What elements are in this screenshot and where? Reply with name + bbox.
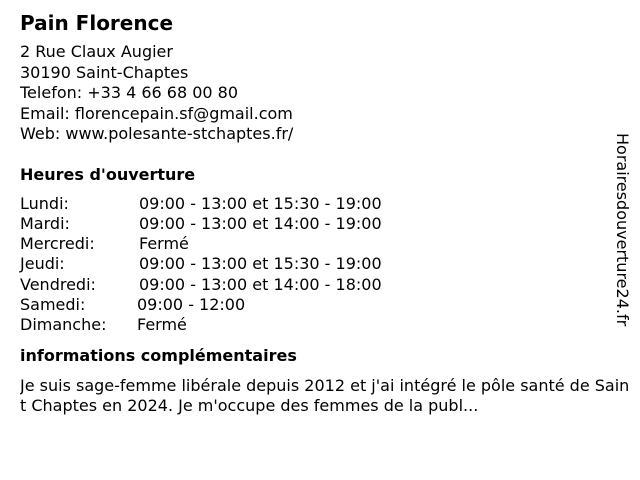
day-hours: 09:00 - 12:00: [137, 294, 246, 314]
street-address: 2 Rue Claux Augier: [20, 42, 173, 61]
hours-row-samedi: [20, 295, 620, 315]
day-label: Jeudi:: [20, 254, 65, 274]
site-watermark: Horairesdouverture24.fr: [613, 133, 632, 327]
day-hours: Fermé: [137, 315, 187, 335]
hours-row-lundi: [20, 194, 620, 214]
day-label: Lundi:: [20, 193, 69, 213]
day-label: Mercredi:: [20, 234, 95, 254]
hours-row-mardi: [20, 214, 620, 234]
address-block: [20, 42, 620, 145]
day-hours: 09:00 - 13:00 et 14:00 - 18:00: [139, 274, 382, 294]
hours-row-vendredi: [20, 275, 620, 295]
info-text: Je suis sage-femme libérale depuis 2012 et j'ai intégré le pôle santé de Saint Chaptes en 2024. Je m'occupe des femmes de la publ...: [20, 375, 630, 416]
opening-hours-list: [20, 194, 620, 336]
business-name: Pain Florence: [20, 11, 174, 35]
hours-title: Heures d'ouverture: [20, 164, 196, 184]
email-address: Email: florencepain.sf@gmail.com: [20, 103, 293, 123]
day-label: Dimanche:: [20, 315, 107, 335]
day-hours: 09:00 - 13:00 et 14:00 - 19:00: [139, 213, 382, 233]
hours-row-jeudi: [20, 254, 620, 274]
phone-number: Telefon: +33 4 66 68 00 80: [20, 83, 239, 102]
hours-row-mercredi: [20, 234, 620, 254]
day-label: Mardi:: [20, 213, 70, 233]
hours-row-dimanche: [20, 315, 620, 335]
website: Web: www.polesante-stchaptes.fr/: [20, 124, 294, 143]
day-hours: 09:00 - 13:00 et 15:30 - 19:00: [139, 193, 382, 213]
city-postcode: 30190 Saint-Chaptes: [20, 62, 189, 82]
day-hours: 09:00 - 13:00 et 15:30 - 19:00: [139, 254, 382, 274]
day-label: Samedi:: [20, 294, 86, 314]
info-description: [20, 376, 630, 417]
day-hours: Fermé: [139, 234, 189, 254]
day-label: Vendredi:: [20, 274, 96, 294]
info-title: informations complémentaires: [20, 345, 297, 365]
